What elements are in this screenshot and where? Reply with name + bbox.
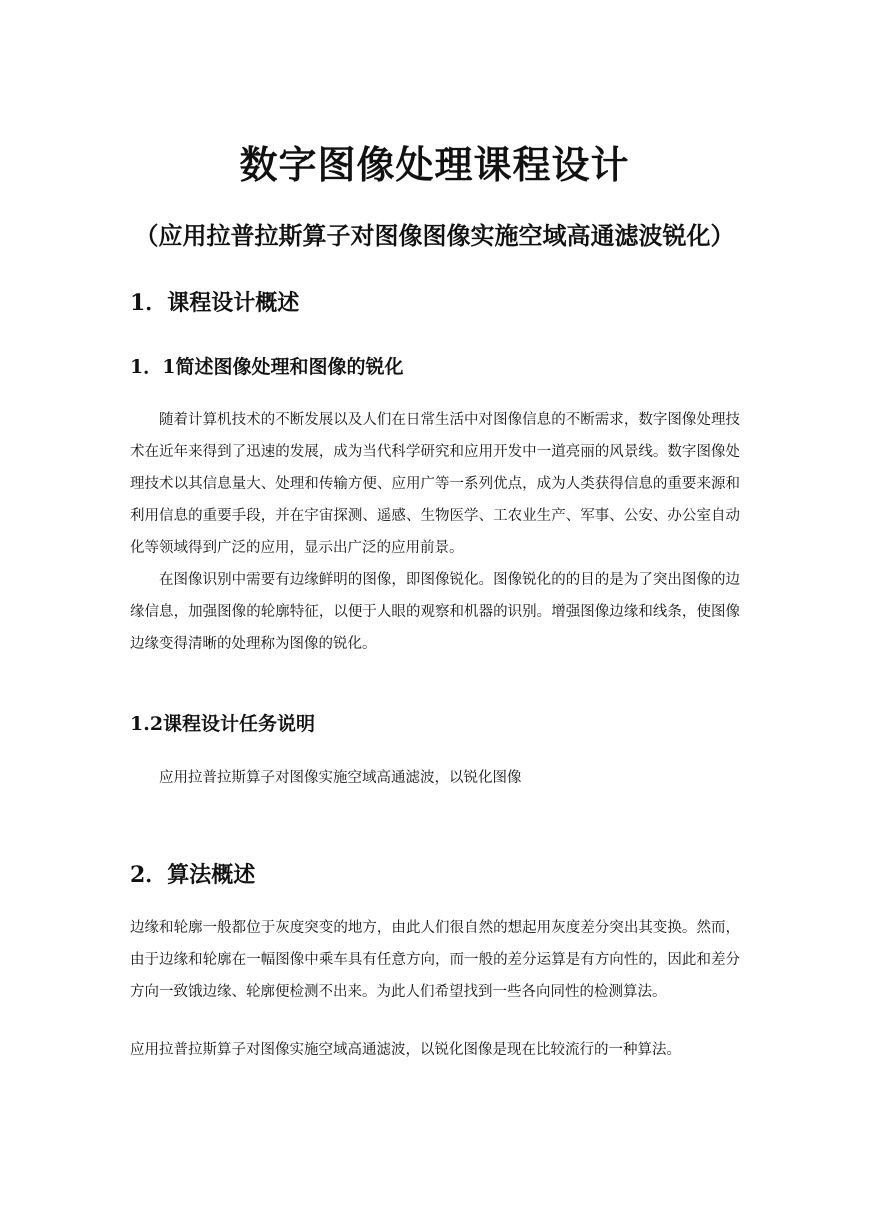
section-1-heading: 1．课程设计概述: [130, 290, 300, 316]
section-2-heading: 2．算法概述: [130, 862, 256, 888]
section-1-1-paragraph-2: 在图像识别中需要有边缘鲜明的图像，即图像锐化。图像锐化的的目的是为了突出图像的边缘信息，加强图像的轮廓特征，以便于人眼的观察和机器的识别。增强图像边缘和线条，使图像边缘变得清晰的处理称为图像的锐化。: [130, 572, 740, 652]
section-1-1-paragraph-1: 随着计算机技术的不断发展以及人们在日常生活中对图像信息的不断需求，数字图像处理技术在近年来得到了迅速的发展，成为当代科学研究和应用开发中一道亮丽的风景线。数字图像处理技术以其信息量大、处理和传输方便、应用广等一系列优点，成为人类获得信息的重要来源和利用信息的重要手段，并在宇宙探测、遥感、生物医学、工农业生产、军事、公安、办公室自动化等领域得到广泛的应用，显示出广泛的应用前景。: [130, 412, 740, 556]
section-2-paragraph-2: 应用拉普拉斯算子对图像实施空域高通滤波，以锐化图像是现在比较流行的一种算法。: [130, 1042, 681, 1058]
section-1-2-paragraph: 应用拉普拉斯算子对图像实施空域高通滤波，以锐化图像: [159, 770, 522, 786]
section-1-2-heading: 1.2课程设计任务说明: [130, 713, 316, 735]
document-title: 数字图像处理课程设计: [239, 142, 630, 187]
document-subtitle: （应用拉普拉斯算子对图像图像实施空域高通滤波锐化）: [134, 221, 735, 250]
section-2-paragraph-1: 边缘和轮廓一般都位于灰度突变的地方，由此人们很自然的想起用灰度差分突出其变换。然而，由于边缘和轮廓在一幅图像中乘车具有任意方向，而一般的差分运算是有方向性的，因此和差分方向一致饿边缘、轮廓便检测不出来。为此人们希望找到一些各向同性的检测算法。: [130, 920, 740, 1000]
section-1-1-heading: 1．1简述图像处理和图像的锐化: [130, 356, 404, 378]
